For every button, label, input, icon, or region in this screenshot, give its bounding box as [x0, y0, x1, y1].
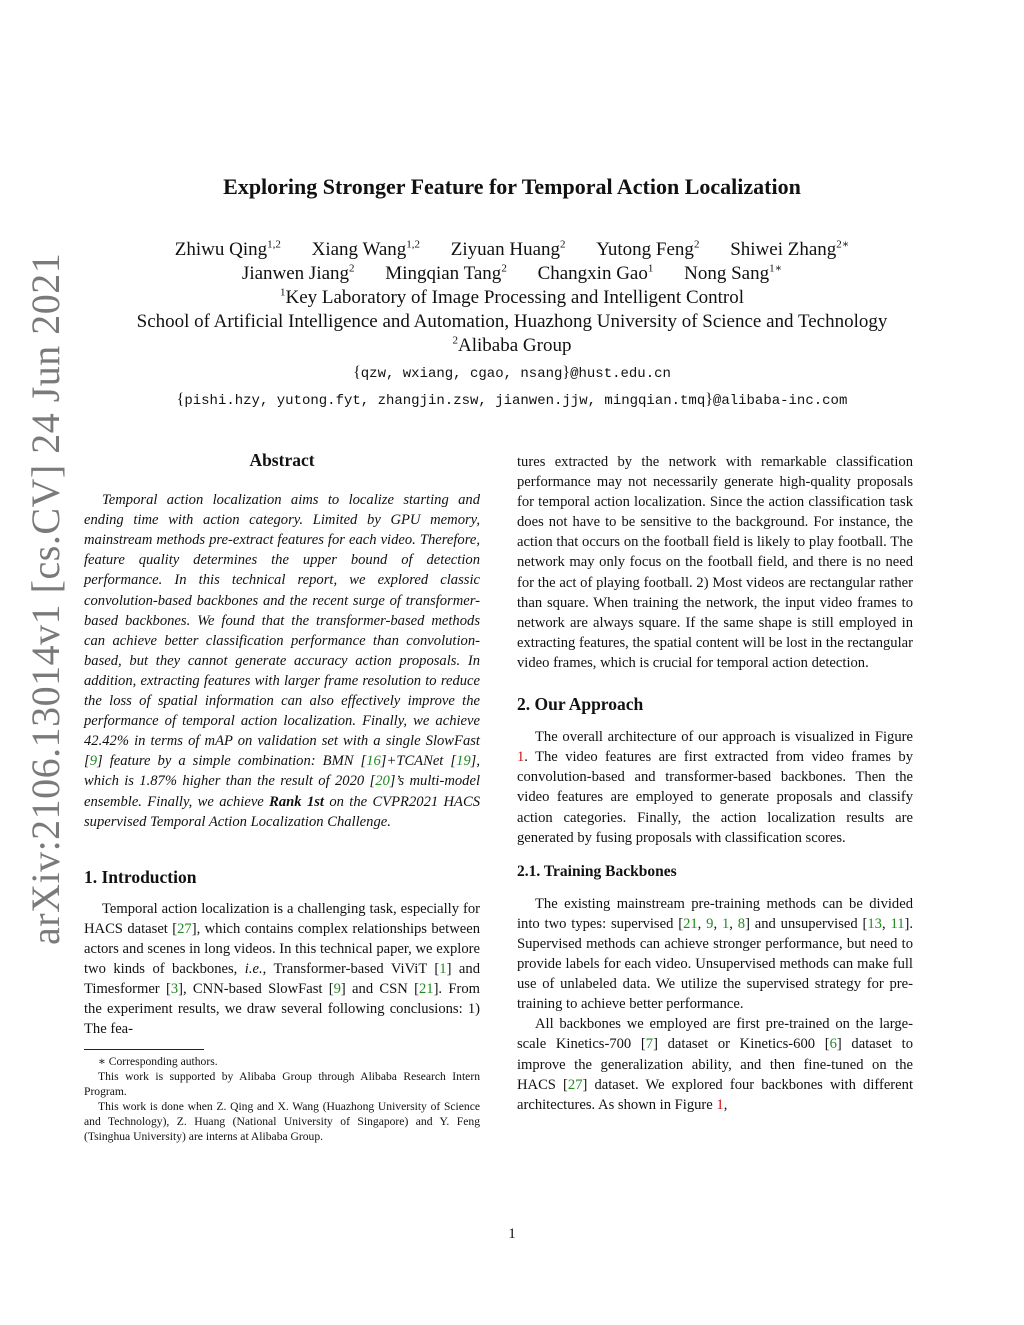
author-name: Ziyuan Huang$^2$ — [450, 238, 566, 260]
author-name: Jianwen Jiang$^2$ — [241, 262, 355, 284]
intro-heading: 1. Introduction — [84, 866, 197, 887]
training-paragraph-2: All backbones we employed are first pre-trained on the large-scale Kinetics-700 [7] dataset or Kinetics-600 [6] dataset to improve the generalization ability, and then fine-tuned on the HACS [27] dataset. We explored four backbones with different architectures. As shown in Figure 1, — [517, 1016, 913, 1113]
footnotes — [84, 1054, 480, 1144]
affiliation-2: $^2$Alibaba Group — [452, 334, 572, 356]
email-line-1: {qzw, wxiang, cgao, nsang}@hust.edu.cn — [353, 364, 671, 382]
citation-link[interactable]: 9 — [333, 981, 341, 998]
author-name: Mingqian Tang$^2$ — [385, 262, 507, 284]
footnote-support: This work is supported by Alibaba Group through Alibaba Research Intern Program. — [84, 1070, 480, 1099]
paper-title: Exploring Stronger Feature for Temporal Action Localization — [223, 174, 801, 199]
affiliation-1: $^1$Key Laboratory of Image Processing and Intelligent Control — [279, 286, 744, 308]
author-row-1 — [0, 238, 1024, 262]
author-block — [0, 238, 1024, 414]
training-paragraph-1: The existing mainstream pre-training methods can be divided into two types: supervised [21, 9, 1, 8] and unsupervised [13, 11]. Supervised methods can achieve stronger performance, but need to provide labels for each video. Unsupervised methods can make full use of unlabeled data. We utilize the supervised strategy for pre-training to achieve better performance. — [517, 895, 914, 1013]
author-row-2 — [0, 262, 1024, 286]
left-column — [84, 450, 480, 1144]
citation-link[interactable]: 9 — [89, 753, 97, 770]
abstract-heading: Abstract — [249, 450, 315, 470]
author-name: Yutong Feng$^2$ — [596, 238, 700, 260]
intro-paragraph: Temporal action localization is a challenging task, especially for HACS dataset [27], which contains complex relationships between actors and scenes in long videos. In this technical paper, we explore two kinds of backbones, i.e., Transformer-based ViViT [1] and Timesformer [3], CNN-based SlowFast [9] and CSN [21]. From the experiment results, we draw several following conclusions: 1) The fea- — [84, 900, 481, 1038]
email-line-2: {pishi.hzy, yutong.fyt, zhangjin.zsw, jianwen.jjw, mingqian.tmq}@alibaba-inc.com — [176, 391, 848, 409]
citation-link[interactable]: 1 — [439, 961, 447, 978]
citation-link[interactable]: 9 — [706, 915, 714, 932]
citation-link[interactable]: 1 — [721, 915, 730, 932]
citation-link[interactable]: 21 — [418, 981, 434, 998]
abstract-text: Temporal action localization aims to localize starting and ending time with action category. Limited by GPU memory, mainstream methods pre-extract features for each video. Therefore, feature quality determines the upper bound of detection performance. In this technical report, we explored classic convolution-based backbones and the recent surge of transformer-based backbones. We found that the transformer-based methods can achieve better classification performance than convolution-based, but they cannot generate accuracy action proposals. In addition, extracting features with larger frame resolution to reduce the loss of spatial information can also effectively improve the performance of temporal action localization. Finally, we achieve 42.42% in terms of mAP on validation set with a single SlowFast [9] feature by a simple combination: BMN [16]+TCANet [19], which is 1.87% higher than the result of 2020 [20]’s multi-model ensemble. Finally, we achieve Rank 1st on the CVPR2021 HACS supervised Temporal Action Localization Challenge. — [84, 492, 481, 830]
citation-link[interactable]: 19 — [456, 753, 471, 770]
figure-link[interactable]: 1 — [716, 1096, 724, 1113]
author-name: Nong Sang$^{1∗}$ — [684, 262, 783, 284]
training-heading: 2.1. Training Backbones — [517, 862, 677, 880]
rank-emphasis: Rank 1st — [269, 793, 324, 810]
figure-link[interactable]: 1 — [517, 749, 525, 766]
page-number: 1 — [508, 1226, 516, 1242]
approach-paragraph: The overall architecture of our approach is visualized in Figure 1. The video features are first extracted from video frames by convolution-based and transformer-based backbones. Then the video features are employed to generate proposals and classify action categories. Finally, the action localization results are generated by fusing proposals with classification scores. — [517, 729, 913, 846]
citation-link[interactable]: 13 — [867, 915, 882, 932]
footnote-interns: This work is done when Z. Qing and X. Wang (Huazhong University of Science and Technology), Z. Huang (National University of Singapore) and Y. Feng (Tsinghua University) are interns at Alibaba Group. — [84, 1100, 480, 1144]
arxiv-identifier: arXiv:2106.13014v1 [cs.CV] 24 Jun 2021 — [23, 252, 68, 945]
right-column — [517, 452, 913, 1115]
citation-link[interactable]: 27 — [567, 1076, 583, 1093]
citation-link[interactable]: 21 — [683, 915, 698, 932]
author-name: Zhiwu Qing$^{1,2}$ — [174, 238, 281, 260]
author-name: Changxin Gao$^1$ — [537, 262, 654, 284]
approach-heading: 2. Our Approach — [517, 694, 644, 715]
citation-link[interactable]: 11 — [890, 915, 905, 932]
citation-link[interactable]: 8 — [737, 915, 746, 932]
citation-link[interactable]: 3 — [170, 981, 179, 998]
citation-link[interactable]: 27 — [177, 920, 192, 937]
intro-continuation: tures extracted by the network with remarkable classification performance may not necessarily generate high-quality proposals for temporal action localization. Since the action classification task does not have to be sensitive to the background. For instance, the action that occurs on the football field is likely to play football. The network may only focus on the football field, and there is no need for the act of playing football. 2) Most videos are rectangular rather than square. When training the network, the input video frames to network are always square. If the same shape is still employed in extracting features, the spatial content will be lost in the rectangular video frames, which is crucial for temporal action detection. — [517, 454, 913, 671]
citation-link[interactable]: 20 — [375, 773, 390, 790]
author-name: Shiwei Zhang$^{2∗}$ — [730, 238, 850, 260]
footnote-corresponding: ∗ Corresponding authors. — [98, 1055, 218, 1069]
citation-link[interactable]: 16 — [366, 753, 381, 770]
author-name: Xiang Wang$^{1,2}$ — [311, 238, 421, 260]
citation-link[interactable]: 6 — [829, 1036, 837, 1053]
citation-link[interactable]: 7 — [645, 1036, 654, 1053]
affiliation-1-school: School of Artificial Intelligence and Automation, Huazhong University of Science and Technology — [136, 311, 888, 332]
footnote-divider — [84, 1049, 204, 1050]
